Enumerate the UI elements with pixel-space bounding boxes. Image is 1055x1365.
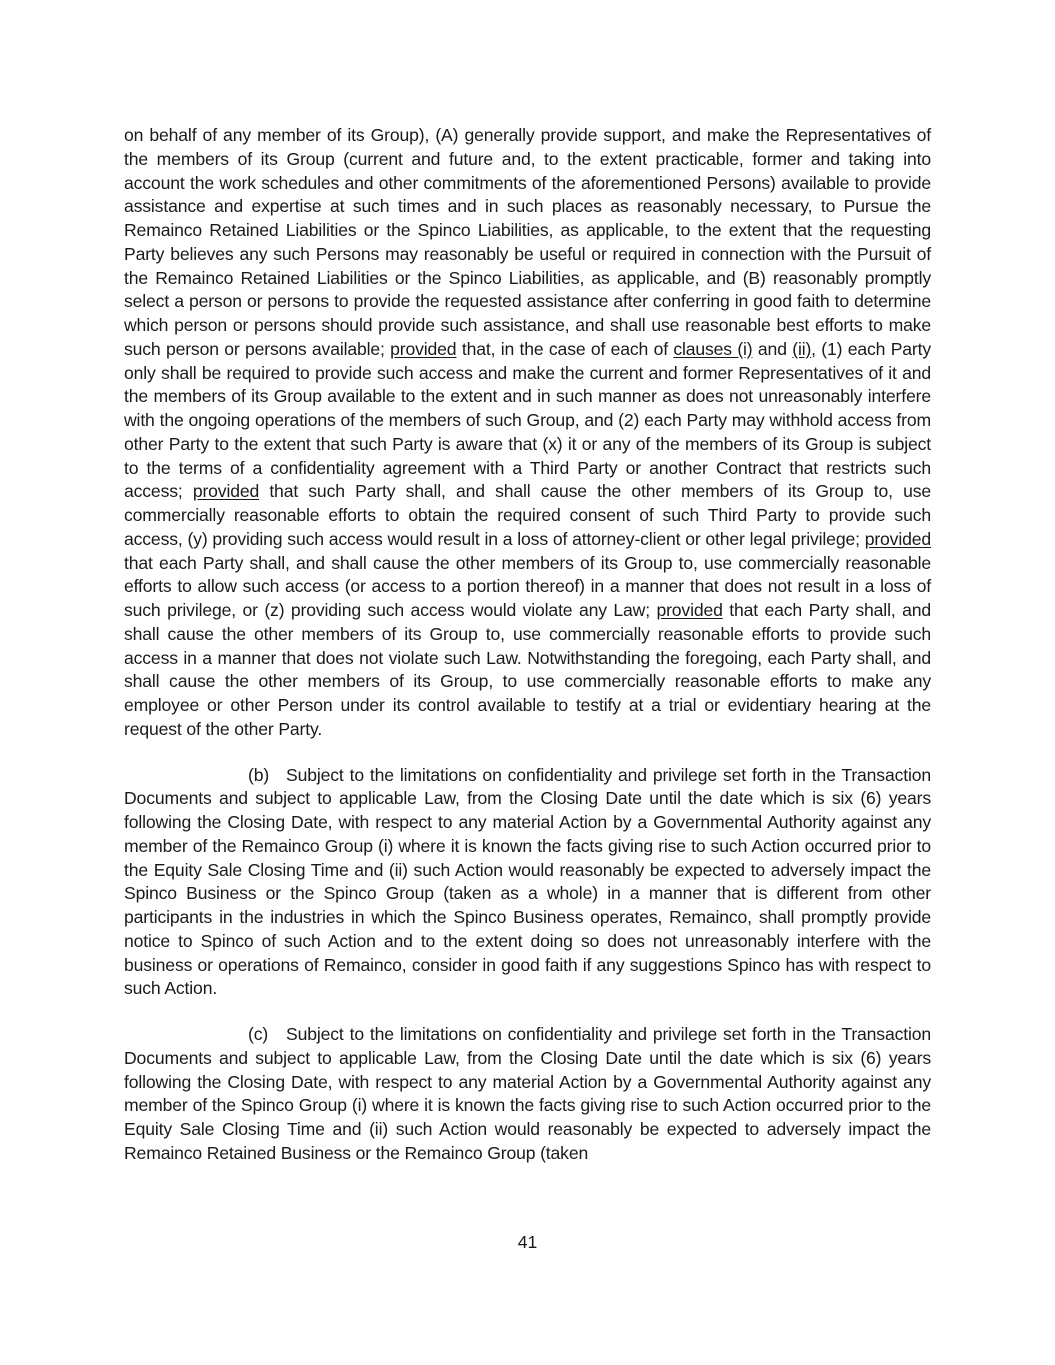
paragraph-label: (c)	[248, 1024, 269, 1044]
provided-term: provided	[192, 481, 260, 502]
provided-term: provided	[864, 528, 931, 549]
text-run: and	[752, 338, 793, 359]
text-run: that each Party shall, and shall cause the other members of its Group to, use commercially reasonable efforts to allow such access (or access to a portion thereof) in a manner that does not result in a loss of such privilege, or (z) providing such access would violate any Law;	[124, 552, 931, 620]
document-body	[124, 124, 931, 1166]
paragraph-label: (b)	[248, 764, 270, 785]
clause-reference: (ii)	[792, 338, 812, 359]
page-number: 41	[517, 1232, 538, 1252]
paragraph-a-continuation	[124, 124, 931, 742]
text-run: that, in the case of each of	[456, 338, 674, 359]
text-run: that such Party shall, and shall cause the other members of its Group to, use commercially reasonable efforts to obtain the required consent of such Third Party to provide such access, (y) providing such access would result in a loss of attorney-client or other legal privilege;	[124, 481, 931, 549]
text-run: that each Party shall, and shall cause the other members of its Group to, use commercially reasonable efforts to provide such access in a manner that does not violate such Law. Notwithstanding the foregoing, each Party shall, and shall cause the other members of its Group, to use commercially reasonable efforts to make any employee or other Person under its control available to testify at a trial or evidentiary hearing at the request of the other Party.	[124, 600, 931, 739]
paragraph-b	[124, 764, 931, 1002]
clause-reference: clauses (i)	[673, 338, 753, 359]
text-run: on behalf of any member of its Group), (A) generally provide support, and make the Representatives of the members of its Group (current and future and, to the extent practicable, former and taking into account the work schedules and other commitments of the aforementioned Persons) available to provide assistance and expertise at such times and in such places as reasonably necessary, to Pursue the Remainco Retained Liabilities or the Spinco Liabilities, as applicable, to the extent that the requesting Party believes any such Persons may reasonably be useful or required in connection with the Pursuit of the Remainco Retained Liabilities or the Spinco Liabilities, as applicable, and (B) reasonably promptly select a person or persons to provide the requested assistance after conferring in good faith to determine which person or persons should provide such assistance, and shall use reasonable best efforts to make such person or persons available;	[124, 125, 931, 359]
provided-term: provided	[390, 338, 457, 359]
paragraph-text: Subject to the limitations on confidentiality and privilege set forth in the Transaction Documents and subject to applicable Law, from the Closing Date until the date which is six (6) years following the Closing Date, with respect to any material Action by a Governmental Authority against any member of the Spinco Group (i) where it is known the facts giving rise to such Action occurred prior to the Equity Sale Closing Time and (ii) such Action would reasonably be expected to adversely impact the Remainco Retained Business or the Remainco Group (taken	[124, 1024, 931, 1163]
paragraph-c	[124, 1023, 931, 1166]
text-run: , (1) each Party only shall be required to provide such access and make the current and former Representatives of it and the members of its Group available to the extent and in such manner as does not unreasonably interfere with the ongoing operations of the members of such Group, and (2) each Party may withhold access from other Party to the extent that such Party is aware that (x) it or any of the members of its Group is subject to the terms of a confidentiality agreement with a Third Party or another Contract that restricts such access;	[124, 338, 932, 502]
provided-term: provided	[656, 600, 723, 620]
paragraph-text: Subject to the limitations on confidentiality and privilege set forth in the Transaction Documents and subject to applicable Law, from the Closing Date until the date which is six (6) years following the Closing Date, with respect to any material Action by a Governmental Authority against any member of the Remainco Group (i) where it is known the facts giving rise to such Action occurred prior to the Equity Sale Closing Time and (ii) such Action would reasonably be expected to adversely impact the Spinco Business or the Spinco Group (taken as a whole) in a manner that is different from other participants in the industries in which the Spinco Business operates, Remainco, shall promptly provide notice to Spinco of such Action and to the extent doing so does not unreasonably interfere with the business or operations of Remainco, consider in good faith if any suggestions Spinco has with respect to such Action.	[124, 764, 931, 999]
